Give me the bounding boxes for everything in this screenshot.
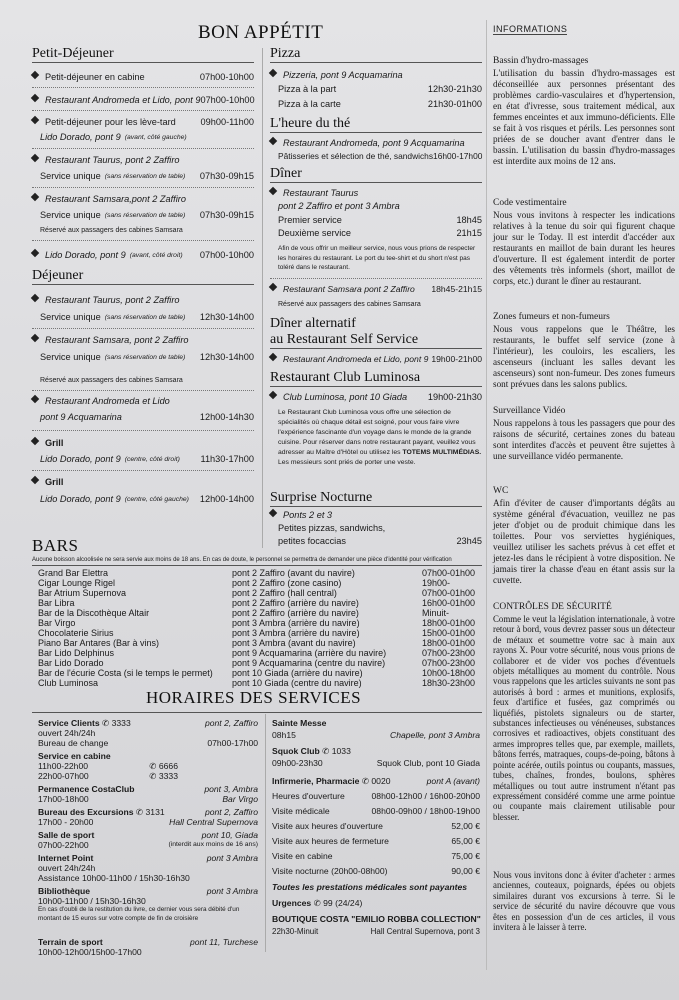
- service-row: Bureau des Excursions ✆ 3131 pont 2, Zaffiro: [38, 807, 258, 817]
- service-row: Service en cabine: [38, 751, 111, 761]
- bar-hours: 15h00-01h00: [422, 628, 476, 638]
- service-row: Visite aux heures d'ouverture 52,00 €: [272, 821, 480, 831]
- bar-name: Bar Atrium Supernova: [38, 588, 127, 598]
- service-row: Squok Club ✆ 1033: [272, 746, 351, 756]
- service-row: 17h00-18h00 Bar Virgo: [38, 794, 258, 804]
- service-row: 07h00-22h00 (interdit aux moins de 16 ans): [38, 840, 258, 850]
- service-row: Service Clients ✆ 3333 pont 2, Zaffiro: [38, 718, 258, 728]
- info-heading: CONTRÔLES DE SÉCURITÉ: [493, 602, 612, 612]
- section-diner: Dîner: [270, 166, 482, 183]
- service-row: Visite médicale 08h00-09h00 / 18h00-19h00: [272, 806, 480, 816]
- bar-name: Bar de l'écurie Costa (si le temps le permet): [38, 668, 213, 678]
- list-item: Restaurant Samsara pont 2 Zaffiro 18h45-21h15: [270, 284, 482, 295]
- bar-hours: 19h00-: [422, 578, 451, 588]
- bar-location: pont 2 Zaffiro (arrière du navire): [232, 608, 359, 618]
- info-heading: Code vestimentaire: [493, 198, 567, 208]
- section-diner-alternatif: Dîner alternatif: [270, 316, 356, 331]
- diamond-bullet-icon: [31, 395, 39, 403]
- diamond-bullet-icon: [269, 391, 277, 399]
- divider: [270, 278, 482, 279]
- bar-hours: 10h00-18h00: [422, 668, 476, 678]
- list-item: Lido Dorado, pont 9 (avant, côté gauche): [40, 132, 187, 142]
- list-item: Restaurant Andromeda et Lido, pont 9 19h00-21h00: [270, 354, 482, 365]
- service-row: Infirmerie, Pharmacie ✆ 0020 pont A (avant): [272, 776, 480, 786]
- bar-name: Bar Libra: [38, 598, 75, 608]
- divider: [32, 240, 254, 241]
- column-divider: [262, 48, 263, 548]
- service-row: Toutes les prestations médicales sont payantes: [272, 882, 468, 892]
- list-item: Grill: [32, 438, 254, 449]
- bar-hours: Minuit-: [422, 608, 450, 618]
- section-petit-dejeuner: Petit-Déjeuner: [32, 46, 254, 63]
- list-item: Petit-déjeuner en cabine 07h00-10h00: [32, 72, 254, 83]
- service-row: ouvert 24h/24h: [38, 728, 96, 738]
- bar-location: pont 10 Giada (arrière du navire): [232, 668, 363, 678]
- list-item: pont 9 Acquamarina 12h00-14h30: [40, 412, 254, 422]
- bar-hours: 18h00-01h00: [422, 638, 476, 648]
- service-row: Visite nocturne (20h00-08h00) 90,00 €: [272, 866, 480, 876]
- list-item: Pizzeria, pont 9 Acquamarina: [270, 70, 482, 81]
- service-row: 08h15 Chapelle, pont 3 Ambra: [272, 730, 480, 740]
- service-row: 11h00-22h00 ✆ 6666: [38, 761, 178, 771]
- bar-name: Piano Bar Antares (Bar à vins): [38, 638, 160, 648]
- divider: [32, 187, 254, 188]
- section-pizza: Pizza: [270, 46, 482, 63]
- service-row: 17h00 - 20h00 Hall Central Supernova: [38, 817, 258, 827]
- bar-name: Bar Lido Delphinus: [38, 648, 115, 658]
- bar-name: Cigar Lounge Rigel: [38, 578, 116, 588]
- diamond-bullet-icon: [269, 137, 277, 145]
- list-item: Lido Dorado, pont 9 (avant, côté droit) 07h00-10h00: [32, 250, 254, 261]
- service-row: Bibliothèque pont 3 Ambra: [38, 886, 258, 896]
- list-item: Premier service 18h45: [278, 215, 482, 225]
- bar-hours: 07h00-01h00: [422, 568, 476, 578]
- diamond-bullet-icon: [269, 69, 277, 77]
- diamond-bullet-icon: [31, 294, 39, 302]
- list-item: Lido Dorado, pont 9 (centre, côté droit) 11h30-17h00: [40, 454, 254, 464]
- note: Réservé aux passagers des cabines Samsara: [40, 377, 183, 384]
- divider: [32, 430, 254, 431]
- service-row: Bureau de change 07h00-17h00: [38, 738, 258, 748]
- diamond-bullet-icon: [31, 249, 39, 257]
- list-item: Service unique (sans réservation de table) 07h30-09h15: [40, 210, 254, 220]
- diamond-bullet-icon: [31, 437, 39, 445]
- info-paragraph: L'utilisation du bassin d'hydro-massages est déconseillée aux personnes présentant des problèmes cardio-vasculaires et d'hypertension, en état d'ivresse, sous traitement médical, aux femmes enceintes et aux immuno-déficients. Elle se fait à vos risques et périls. Les personnes sont priées de se doucher avant d'entrer dans le bassin. L'utilisation du bassin d'hydro-massages est interdite aux moins de 12 ans.: [493, 68, 675, 166]
- divider: [32, 470, 254, 471]
- diamond-bullet-icon: [269, 283, 277, 291]
- service-row: ouvert 24h/24h: [38, 863, 96, 873]
- list-item: Pâtisseries et sélection de thé, sandwichs 16h00-17h00: [278, 151, 483, 161]
- list-item: Restaurant Andromeda, pont 9 Acquamarina: [270, 138, 482, 149]
- service-row: Visite aux heures de fermeture 65,00 €: [272, 836, 480, 846]
- bar-location: pont 9 Acquamarina (centre du navire): [232, 658, 386, 668]
- list-item: Pizza à la part 12h30-21h30: [278, 84, 482, 94]
- column-divider: [486, 20, 487, 970]
- services-title: HORAIRES DES SERVICES: [146, 688, 362, 707]
- service-row: Heures d'ouverture 08h00-12h00 / 16h00-20h00: [272, 791, 480, 801]
- bar-hours: 07h00-23h00: [422, 658, 476, 668]
- diamond-bullet-icon: [269, 509, 277, 517]
- note: En cas d'oubli de la restitution du livre, ce dernier vous sera débité d'un montant de 15 euros sur votre compte de fin de croisière: [38, 906, 240, 922]
- list-item: Petites pizzas, sandwichs,: [278, 523, 386, 533]
- diamond-bullet-icon: [31, 94, 39, 102]
- diamond-bullet-icon: [31, 193, 39, 201]
- note: Le Restaurant Club Luminosa vous offre une sélection de spécialités où chaque détail est soigné, pour vous faire vivre l'expérience fascinante d'un voyage dans le monde de la grande cuisine. Pour réserver dans notre restaurant payant, veuillez vous adresser au Maître d'Hôtel ou utilisez les TOTEMS MULTIMÉDIAS. Les messieurs sont priés de porter une veste.: [278, 409, 482, 466]
- service-row: Internet Point pont 3 Ambra: [38, 853, 258, 863]
- bar-location: pont 9 Acquamarina (arrière du navire): [232, 648, 387, 658]
- divider: [32, 148, 254, 149]
- list-item: Service unique (sans réservation de table) 07h30-09h15: [40, 171, 254, 181]
- section-diner-alternatif-sub: au Restaurant Self Service: [270, 332, 482, 349]
- bar-location: pont 3 Ambra (avant du navire): [232, 638, 356, 648]
- service-row: BOUTIQUE COSTA "EMILIO ROBBA COLLECTION": [272, 914, 481, 924]
- bar-name: Bar de la Discothèque Altair: [38, 608, 150, 618]
- section-dejeuner: Déjeuner: [32, 268, 254, 285]
- list-item: pont 2 Zaffiro et pont 3 Ambra: [278, 201, 400, 211]
- list-item: petites focaccias 23h45: [278, 536, 482, 546]
- note: Afin de vous offrir un meilleur service, nous vous prions de respecter les horaires du restaurant. Le port du tee-shirt et du short n'est pas toléré dans le restaurant.: [278, 245, 476, 271]
- list-item: Restaurant Samsara, pont 2 Zaffiro: [32, 335, 254, 346]
- list-item: Restaurant Taurus, pont 2 Zaffiro: [32, 295, 254, 306]
- bar-hours: 18h00-01h00: [422, 618, 476, 628]
- bar-location: pont 10 Giada (centre du navire): [232, 678, 362, 688]
- list-item: Restaurant Andromeda et Lido, pont 9 07h00-10h00: [32, 95, 254, 106]
- info-heading: Surveillance Vidéo: [493, 406, 566, 416]
- info-heading: Bassin d'hydro-massages: [493, 56, 589, 66]
- info-paragraph: Nous vous rappelons que le Théâtre, les restaurants, le buffet self service (zone à l'intérieur), les couloirs, les escaliers, les ascenseurs (incluant les salles devant les ascenseurs) sont non-fumeur. Des zones fumeurs sont prévues dans les salons publics.: [493, 324, 675, 389]
- list-item: Service unique (sans réservation de table) 12h30-14h00: [40, 312, 254, 322]
- service-row: Permanence CostaClub pont 3, Ambra: [38, 784, 258, 794]
- service-row: 22h30-Minuit Hall Central Supernova, pont 3: [272, 927, 480, 936]
- diamond-bullet-icon: [31, 116, 39, 124]
- list-item: Petit-déjeuner pour les lève-tard 09h00-11h00: [32, 117, 254, 128]
- divider: [32, 712, 482, 713]
- diamond-bullet-icon: [31, 476, 39, 484]
- list-item: Club Luminosa, pont 10 Giada 19h00-21h30: [270, 392, 482, 403]
- column-divider: [265, 714, 266, 952]
- service-row: Urgences ✆ 99 (24/24): [272, 898, 363, 908]
- info-title: INFORMATIONS: [493, 24, 568, 34]
- bar-location: pont 2 Zaffiro (hall central): [232, 588, 337, 598]
- list-item: Restaurant Samsara,pont 2 Zaffiro: [32, 194, 254, 205]
- list-item: Pizza à la carte 21h30-01h00: [278, 99, 482, 109]
- service-row: 09h00-23h30 Squok Club, pont 10 Giada: [272, 758, 480, 768]
- bar-name: Grand Bar Elettra: [38, 568, 109, 578]
- bar-location: pont 3 Ambra (arrière du navire): [232, 618, 360, 628]
- section-the: L'heure du thé: [270, 116, 482, 133]
- list-item: Deuxième service 21h15: [278, 228, 482, 238]
- service-row: 10h00-12h00/15h00-17h00: [38, 947, 142, 957]
- divider: [32, 390, 254, 391]
- list-item: Lido Dorado, pont 9 (centre, côté gauche) 12h00-14h00: [40, 494, 254, 504]
- service-row: Terrain de sport pont 11, Turchese: [38, 937, 258, 947]
- bar-hours: 07h00-01h00: [422, 588, 476, 598]
- note: Réservé aux passagers des cabines Samsara: [278, 301, 421, 308]
- bar-name: Bar Lido Dorado: [38, 658, 104, 668]
- diamond-bullet-icon: [269, 353, 277, 361]
- service-row: 22h00-07h00 ✆ 3333: [38, 771, 178, 781]
- bar-name: Chocolaterie Sirius: [38, 628, 114, 638]
- bar-location: pont 3 Ambra (arrière du navire): [232, 628, 360, 638]
- bar-hours: 16h00-01h00: [422, 598, 476, 608]
- note: Réservé aux passagers des cabines Samsara: [40, 227, 183, 234]
- list-item: Restaurant Andromeda et Lido: [32, 396, 254, 407]
- service-row: Assistance 10h00-11h00 / 15h30-16h30: [38, 873, 190, 883]
- bars-note: Aucune boisson alcoolisée ne sera servie aux moins de 18 ans. En cas de doute, le personnel se permettra de demander une pièce d'identité pour vérification: [32, 557, 452, 563]
- list-item: Service unique (sans réservation de table) 12h30-14h00: [40, 352, 254, 362]
- diamond-bullet-icon: [31, 334, 39, 342]
- info-paragraph: Comme le veut la législation internationale, à votre retour à bord, vous devrez passer sous un détecteur de métaux et soumettre votre sac à main aux rayons X. Pour votre sécurité, nous vous prions de collaborer et de vider vos poches d'éventuels objets métalliques au moment du contrôle. Nous vous rappelons que les articles suivants ne sont pas autorisés à bord : armes et munitions, explosifs, feux d'artifice et fusées, gaz comprimés ou liquéfiés, pistolets signaleurs ou de starter, substances infectieuses ou vénéneuses, substances corrosives et radioactives, objets constituant des armes impropres telles que, par exemple, maillets, bâtons ferrés, matraques, coups-de-poing, bâtons à pointe acérée, outils pointus ou coupants, massues, tubes, chaînes, frondes, boulons, sphères métalliques ou tout autre instrument n'étant pas expressément considéré comme une arme pointue ou coupante mais clairement utilisable pour blesser.: [493, 614, 675, 822]
- list-item: Ponts 2 et 3: [270, 510, 482, 521]
- list-item: Restaurant Taurus: [270, 188, 482, 199]
- divider: [32, 328, 254, 329]
- divider: [32, 87, 254, 88]
- info-paragraph: Nous rappelons à tous les passagers que pour des raisons de sécurité, certaines zones du bateau sont interdites d'accès et peuvent être sujettes à une surveillance vidéo permanente.: [493, 418, 675, 461]
- diamond-bullet-icon: [31, 71, 39, 79]
- bar-name: Club Luminosa: [38, 678, 99, 688]
- info-paragraph: Nous vous invitons à respecter les indications relatives à la tenue du soir qui figurent chaque jour sur le Today. Il est interdit d'accéder aux restaurants en maillot de bain durant les heures d'ouverture. Il est également interdit de porter des vêtements très informels (short, maillot de corps, etc.) durant le dîner au restaurant.: [493, 210, 675, 286]
- service-row: Salle de sport pont 10, Giada: [38, 830, 258, 840]
- info-heading: WC: [493, 486, 509, 496]
- bar-location: pont 2 Zaffiro (arrière du navire): [232, 598, 359, 608]
- bar-hours: 18h30-23h00: [422, 678, 476, 688]
- info-heading: Zones fumeurs et non-fumeurs: [493, 312, 610, 322]
- page-title: BON APPÉTIT: [198, 22, 324, 43]
- diamond-bullet-icon: [269, 187, 277, 195]
- info-paragraph: Nous vous invitons donc à éviter d'acheter : armes anciennes, couteaux, poignards, épées ou objets similaires durant vos excursions à terre. Si le service de sécurité du navire découvre que vous êtes en possession d'un de ces articles, il vous invitera à le laisser à terre.: [493, 870, 675, 933]
- service-row: 10h00-11h00 / 15h30-16h30: [38, 896, 146, 906]
- divider: [32, 110, 254, 111]
- service-row: Visite en cabine 75,00 €: [272, 851, 480, 861]
- bar-location: pont 2 Zaffiro (avant du navire): [232, 568, 355, 578]
- list-item: Grill: [32, 477, 254, 488]
- info-paragraph: Afin d'éviter de causer d'importants dégâts au système général d'évacuation, veuillez ne pas jeter d'objet ou de produit chimique dans les toilettes. Pour vos serviettes hygiéniques, veuillez utiliser les sachets prévus à cet effet et jetez-les dans le récipient à votre disposition. Ne jamais tirer la chasse d'eau en étant assis sur la cuvette.: [493, 498, 675, 585]
- service-row: Sainte Messe: [272, 718, 327, 728]
- diamond-bullet-icon: [31, 154, 39, 162]
- section-club-luminosa: Restaurant Club Luminosa: [270, 370, 482, 387]
- section-surprise-nocturne: Surprise Nocturne: [270, 490, 482, 507]
- bar-name: Bar Virgo: [38, 618, 76, 628]
- bars-title: BARS: [32, 536, 79, 555]
- list-item: Restaurant Taurus, pont 2 Zaffiro: [32, 155, 254, 166]
- bar-hours: 07h00-23h00: [422, 648, 476, 658]
- divider: [32, 565, 482, 566]
- bar-location: pont 2 Zaffiro (zone casino): [232, 578, 342, 588]
